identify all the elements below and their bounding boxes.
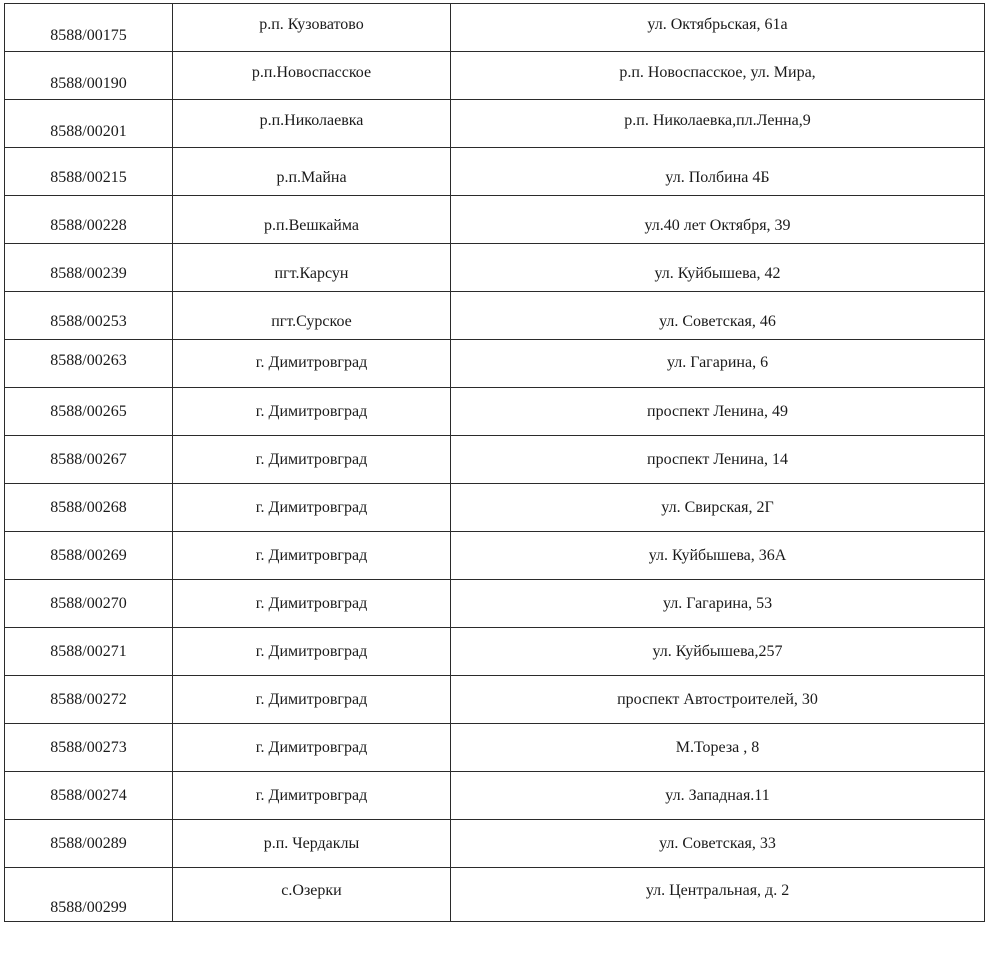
locality-cell: р.п.Николаевка	[173, 100, 451, 148]
address-cell: р.п. Новоспасское, ул. Мира,	[451, 52, 985, 100]
branch-code-cell: 8588/00274	[5, 772, 173, 820]
locality-cell: р.п.Майна	[173, 148, 451, 196]
address-cell: р.п. Николаевка,пл.Ленна,9	[451, 100, 985, 148]
address-cell: ул. Свирская, 2Г	[451, 484, 985, 532]
branch-code-cell: 8588/00269	[5, 532, 173, 580]
table-row	[5, 4, 985, 52]
table-row	[5, 532, 985, 580]
table-row	[5, 436, 985, 484]
branch-code-cell: 8588/00201	[5, 100, 173, 148]
table-row	[5, 100, 985, 148]
locality-cell: г. Димитровград	[173, 628, 451, 676]
locality-cell: р.п. Кузоватово	[173, 4, 451, 52]
address-cell: проспект Ленина, 49	[451, 388, 985, 436]
address-cell: ул. Центральная, д. 2	[451, 868, 985, 922]
address-cell: ул. Куйбышева, 42	[451, 244, 985, 292]
branch-code-cell: 8588/00265	[5, 388, 173, 436]
branch-code-cell: 8588/00289	[5, 820, 173, 868]
table-body	[5, 4, 985, 922]
table-row	[5, 580, 985, 628]
branch-code-cell: 8588/00270	[5, 580, 173, 628]
address-cell: ул.40 лет Октября, 39	[451, 196, 985, 244]
locality-cell: г. Димитровград	[173, 484, 451, 532]
locality-cell: р.п. Чердаклы	[173, 820, 451, 868]
address-cell: ул. Гагарина, 53	[451, 580, 985, 628]
branch-code-cell: 8588/00273	[5, 724, 173, 772]
branch-code-cell: 8588/00271	[5, 628, 173, 676]
table-row	[5, 340, 985, 388]
table-row	[5, 148, 985, 196]
locality-cell: г. Димитровград	[173, 532, 451, 580]
locality-cell: пгт.Карсун	[173, 244, 451, 292]
locality-cell: г. Димитровград	[173, 772, 451, 820]
table-row	[5, 292, 985, 340]
table-row	[5, 676, 985, 724]
table-row	[5, 388, 985, 436]
address-cell: проспект Автостроителей, 30	[451, 676, 985, 724]
branch-code-cell: 8588/00228	[5, 196, 173, 244]
locality-cell: г. Димитровград	[173, 580, 451, 628]
branch-code-cell: 8588/00190	[5, 52, 173, 100]
table-row	[5, 628, 985, 676]
table-row	[5, 772, 985, 820]
address-cell: ул. Западная.11	[451, 772, 985, 820]
table-row	[5, 244, 985, 292]
branch-code-cell: 8588/00272	[5, 676, 173, 724]
branch-code-cell: 8588/00253	[5, 292, 173, 340]
locality-cell: с.Озерки	[173, 868, 451, 922]
address-cell: ул. Советская, 33	[451, 820, 985, 868]
locality-cell: г. Димитровград	[173, 724, 451, 772]
branch-code-cell: 8588/00268	[5, 484, 173, 532]
address-cell: ул. Куйбышева,257	[451, 628, 985, 676]
address-cell: ул. Советская, 46	[451, 292, 985, 340]
locality-cell: р.п.Новоспасское	[173, 52, 451, 100]
branch-code-cell: 8588/00263	[5, 340, 173, 388]
branch-code-cell: 8588/00267	[5, 436, 173, 484]
locality-cell: пгт.Сурское	[173, 292, 451, 340]
address-cell: ул. Куйбышева, 36А	[451, 532, 985, 580]
address-cell: ул. Гагарина, 6	[451, 340, 985, 388]
table-row	[5, 868, 985, 922]
table-row	[5, 196, 985, 244]
branch-address-table	[4, 3, 985, 922]
table-row	[5, 820, 985, 868]
address-cell: ул. Полбина 4Б	[451, 148, 985, 196]
locality-cell: г. Димитровград	[173, 388, 451, 436]
locality-cell: г. Димитровград	[173, 436, 451, 484]
locality-cell: г. Димитровград	[173, 676, 451, 724]
branch-code-cell: 8588/00239	[5, 244, 173, 292]
table-row	[5, 724, 985, 772]
table-row	[5, 484, 985, 532]
address-cell: М.Тореза , 8	[451, 724, 985, 772]
locality-cell: г. Димитровград	[173, 340, 451, 388]
branch-code-cell: 8588/00215	[5, 148, 173, 196]
locality-cell: р.п.Вешкайма	[173, 196, 451, 244]
address-cell: проспект Ленина, 14	[451, 436, 985, 484]
branch-code-cell: 8588/00299	[5, 868, 173, 922]
address-cell: ул. Октябрьская, 61а	[451, 4, 985, 52]
table-row	[5, 52, 985, 100]
branch-code-cell: 8588/00175	[5, 4, 173, 52]
